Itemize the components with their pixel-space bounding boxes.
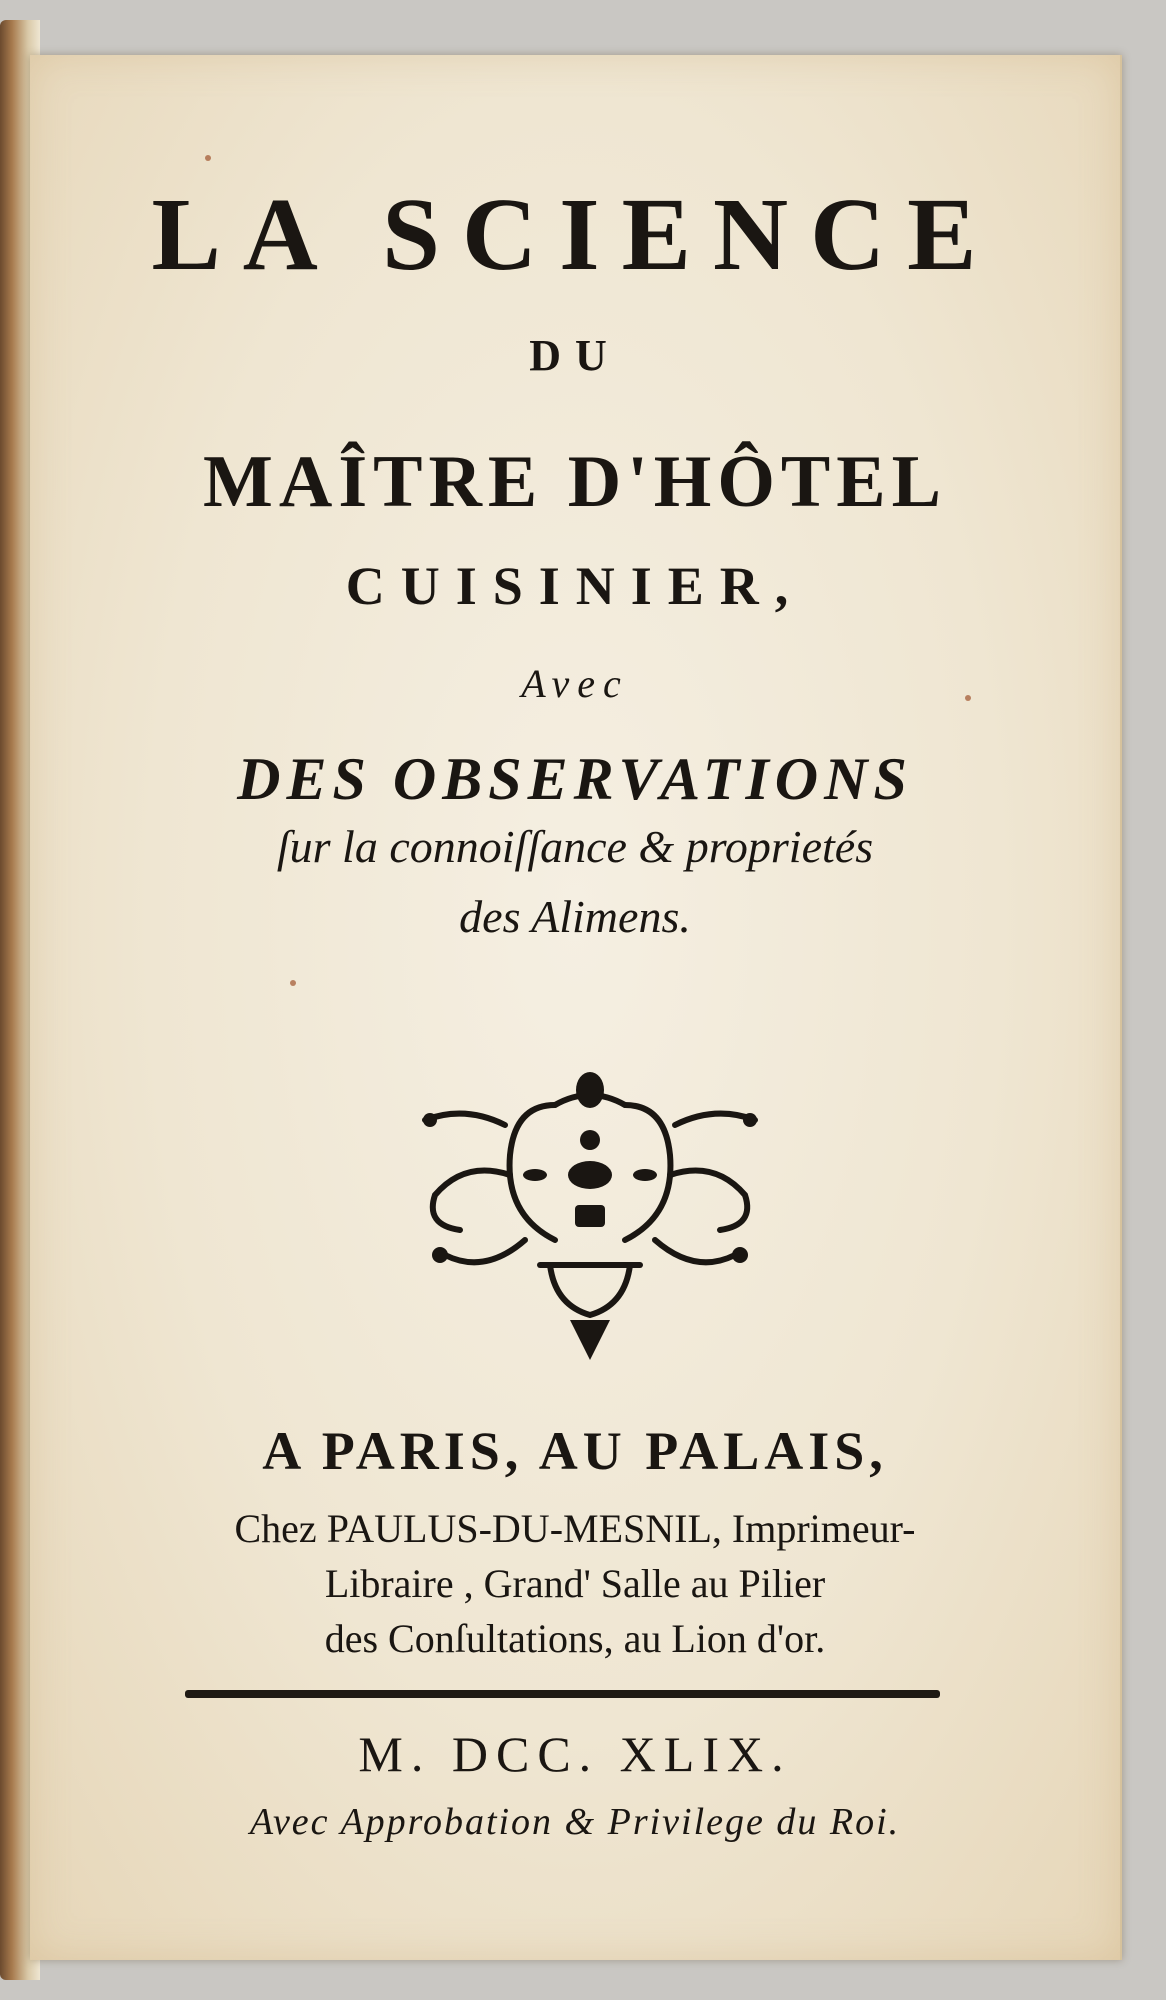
paper-speck — [205, 155, 211, 161]
title-page — [30, 55, 1122, 1960]
paper-speck — [290, 980, 296, 986]
title-line-du: DU — [529, 331, 621, 380]
fleuron-ornament-icon — [405, 1065, 775, 1375]
title-line-maitre-dhotel: MAÎTRE D'HÔTEL — [203, 441, 947, 523]
title-line-cuisinier: CUISINIER, — [345, 556, 805, 616]
imprint-approbation: Avec Approbation & Privilege du Roi. — [249, 1801, 901, 1843]
imprint-publisher-line-3: des Conſultations, au Lion d'or. — [324, 1616, 826, 1661]
title-line-avec: Avec — [521, 661, 629, 706]
title-line-connoissance: ſur la connoiſſance & proprietés — [276, 821, 874, 872]
title-line-observations: DES OBSERVATIONS — [237, 746, 913, 812]
imprint-city: A PARIS, AU PALAIS, — [262, 1421, 888, 1481]
horizontal-rule — [185, 1690, 940, 1698]
imprint-publisher-line-1: Chez PAULUS-DU-MESNIL, Imprimeur- — [234, 1506, 916, 1551]
imprint-date: M. DCC. XLIX. — [358, 1726, 792, 1782]
title-line-la-science: LA SCIENCE — [151, 177, 999, 292]
imprint-publisher-line-2: Libraire , Grand' Salle au Pilier — [324, 1561, 826, 1606]
paper-speck — [965, 695, 971, 701]
title-line-alimens: des Alimens. — [459, 891, 691, 942]
